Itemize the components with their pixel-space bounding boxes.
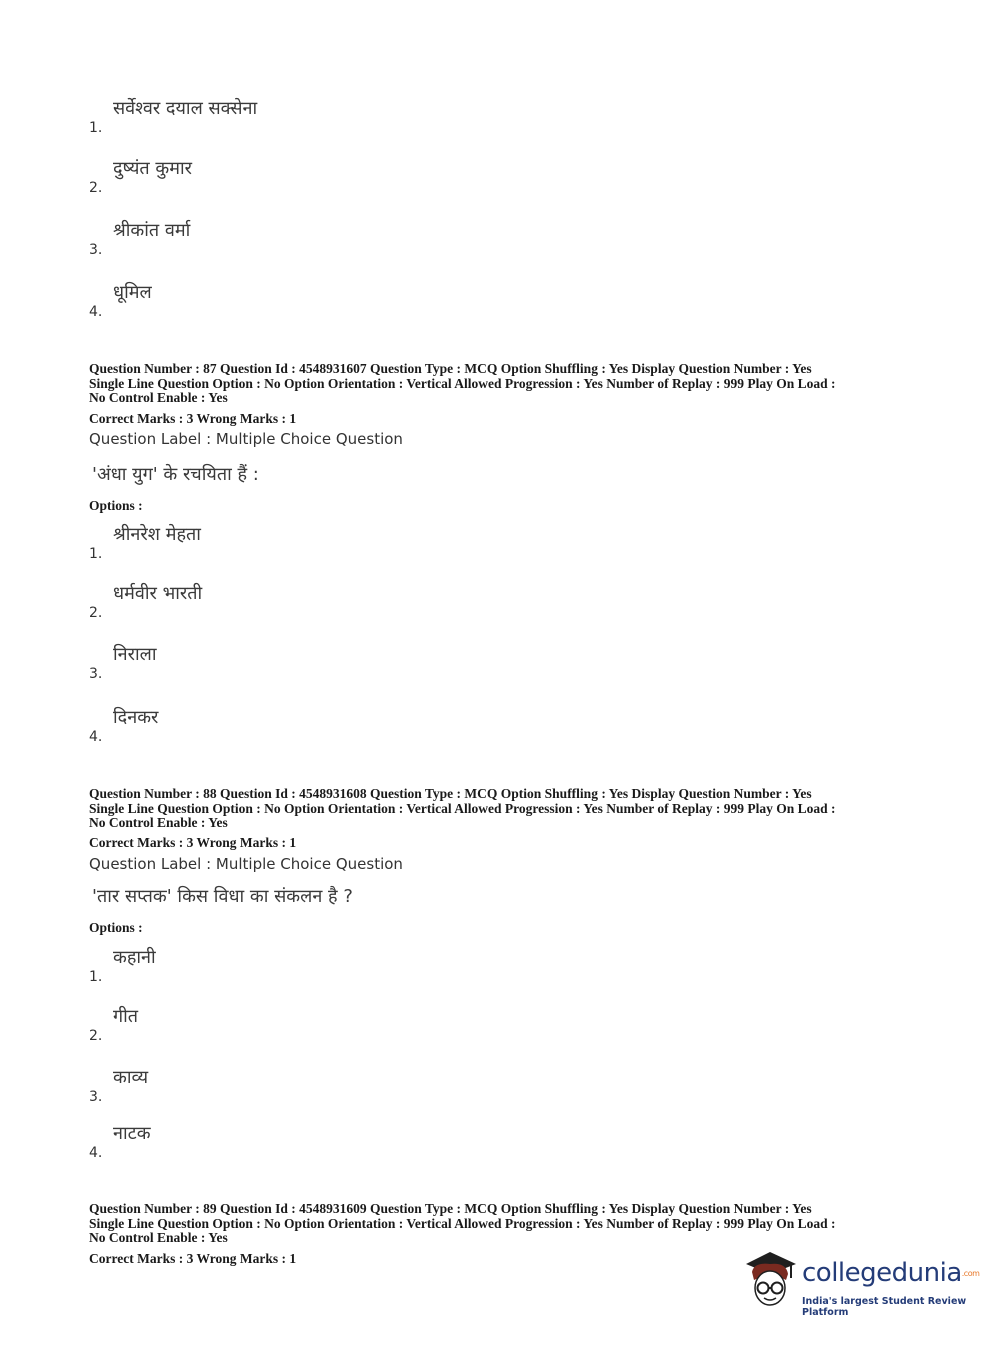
meta-line: Single Line Question Option : No Option Orientation : Vertical Allowed Progression : Yes Number of Replay : 999 Play On Load : <box>89 375 836 391</box>
option-number: 2. <box>89 180 103 196</box>
option-text: धर्मवीर भारती <box>113 583 203 604</box>
option-number: 4. <box>89 304 103 320</box>
option-number: 3. <box>89 666 103 682</box>
option-number: 2. <box>89 1028 103 1044</box>
option-text: काव्य <box>113 1067 149 1088</box>
question-label: Question Label : Multiple Choice Question <box>89 430 403 448</box>
logo-tagline: India's largest Student Review Platform <box>802 1296 967 1318</box>
option-number: 1. <box>89 120 103 136</box>
meta-line: Single Line Question Option : No Option Orientation : Vertical Allowed Progression : Yes Number of Replay : 999 Play On Load : <box>89 800 836 816</box>
option-item[interactable] <box>89 280 489 320</box>
meta-line: Question Number : 89 Question Id : 4548931609 Question Type : MCQ Option Shuffling : Yes Display Question Number : Yes <box>89 1201 812 1216</box>
option-number: 3. <box>89 242 103 258</box>
option-item[interactable] <box>89 642 489 682</box>
question-text: 'तार सप्तक' किस विधा का संकलन है ? <box>92 886 353 907</box>
question-label: Question Label : Multiple Choice Question <box>89 855 403 873</box>
logo-brand-text: collegedunia <box>802 1258 962 1288</box>
question-meta <box>89 1202 929 1246</box>
option-item[interactable] <box>89 156 489 196</box>
question-meta <box>89 362 929 406</box>
collegedunia-logo[interactable] <box>740 1250 980 1320</box>
question-marks: Correct Marks : 3 Wrong Marks : 1 <box>89 411 297 426</box>
option-item[interactable] <box>89 1004 489 1044</box>
question-text: 'अंधा युग' के रचयिता हैं : <box>92 464 259 485</box>
option-number: 2. <box>89 605 103 621</box>
options-heading: Options : <box>89 498 143 513</box>
option-text: गीत <box>113 1006 139 1027</box>
meta-line: Question Number : 87 Question Id : 4548931607 Question Type : MCQ Option Shuffling : Yes Display Question Number : Yes <box>89 361 812 376</box>
question-marks: Correct Marks : 3 Wrong Marks : 1 <box>89 1251 297 1266</box>
meta-line: No Control Enable : Yes <box>89 1230 228 1245</box>
option-number: 3. <box>89 1089 103 1105</box>
option-item[interactable] <box>89 1121 489 1161</box>
logo-brand-suffix: .com <box>961 1269 980 1278</box>
option-item[interactable] <box>89 705 489 745</box>
options-heading: Options : <box>89 920 143 935</box>
option-text: सर्वेश्वर दयाल सक्सेना <box>113 98 258 119</box>
meta-line: No Control Enable : Yes <box>89 815 228 830</box>
option-text: श्रीकांत वर्मा <box>113 220 191 241</box>
question-marks: Correct Marks : 3 Wrong Marks : 1 <box>89 835 297 850</box>
option-number: 1. <box>89 546 103 562</box>
option-text: निराला <box>113 644 157 665</box>
option-text: श्रीनरेश मेहता <box>113 524 201 545</box>
option-number: 4. <box>89 729 103 745</box>
option-text: धूमिल <box>113 282 152 303</box>
option-item[interactable] <box>89 1065 489 1105</box>
option-item[interactable] <box>89 522 489 562</box>
option-number: 1. <box>89 969 103 985</box>
option-number: 4. <box>89 1145 103 1161</box>
option-text: दुष्यंत कुमार <box>113 158 192 179</box>
student-mascot-icon <box>740 1250 800 1312</box>
option-text: दिनकर <box>113 707 159 728</box>
option-text: नाटक <box>113 1123 151 1144</box>
meta-line: Single Line Question Option : No Option Orientation : Vertical Allowed Progression : Yes Number of Replay : 999 Play On Load : <box>89 1215 836 1231</box>
option-item[interactable] <box>89 96 489 136</box>
option-text: कहानी <box>113 947 156 968</box>
meta-line: No Control Enable : Yes <box>89 390 228 405</box>
logo-wordmark <box>802 1258 979 1288</box>
option-item[interactable] <box>89 945 489 985</box>
option-item[interactable] <box>89 218 489 258</box>
option-item[interactable] <box>89 581 489 621</box>
question-meta <box>89 787 929 831</box>
meta-line: Question Number : 88 Question Id : 4548931608 Question Type : MCQ Option Shuffling : Yes Display Question Number : Yes <box>89 786 812 801</box>
